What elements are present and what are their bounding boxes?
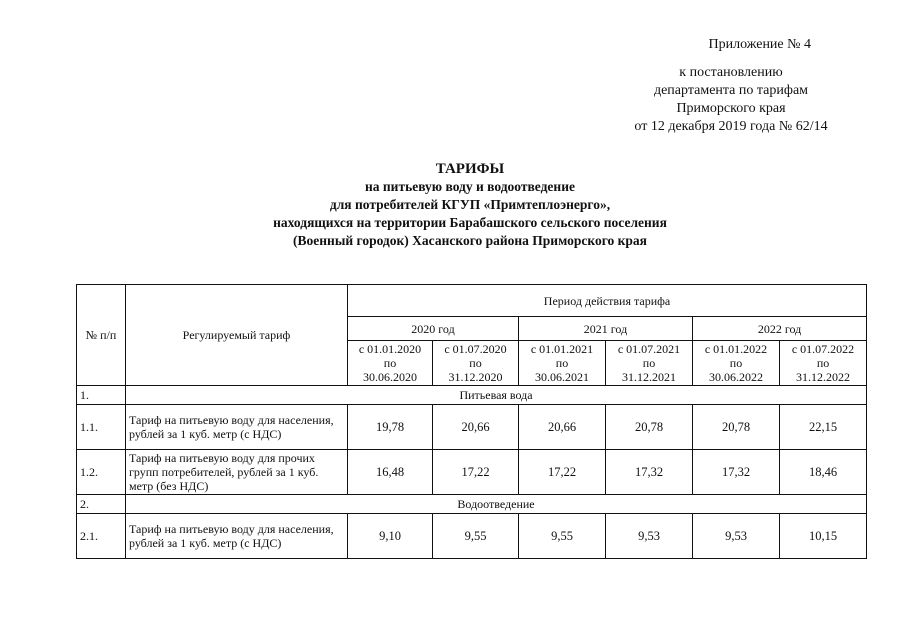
row-num: 2.1. <box>77 514 126 559</box>
section-row-wastewater <box>77 495 867 514</box>
row-label: Тариф на питьевую воду для населения, рублей за 1 куб. метр (с НДС) <box>126 514 348 559</box>
table-row <box>77 405 867 450</box>
tariff-value: 10,15 <box>780 514 867 559</box>
table-row <box>77 450 867 495</box>
tariff-value: 18,46 <box>780 450 867 495</box>
section-title: Питьевая вода <box>126 386 867 405</box>
tariff-value: 20,78 <box>693 405 780 450</box>
section-row-drinking-water <box>77 386 867 405</box>
header-period-cell: с 01.01.2021 по 30.06.2021 <box>519 341 606 386</box>
header-year: 2021 год <box>519 317 693 341</box>
tariff-value: 19,78 <box>348 405 433 450</box>
tariff-value: 9,55 <box>433 514 519 559</box>
appendix-number: Приложение № 4 <box>708 37 811 52</box>
tariff-value: 16,48 <box>348 450 433 495</box>
header-row-period <box>77 285 867 317</box>
table-row <box>77 514 867 559</box>
tariffs-table <box>76 284 867 559</box>
title-line: на питьевую воду и водоотведение <box>365 179 575 194</box>
row-label: Тариф на питьевую воду для населения, рублей за 1 куб. метр (с НДС) <box>126 405 348 450</box>
title-line: находящихся на территории Барабашского сельского поселения <box>273 215 667 230</box>
row-num: 1.1. <box>77 405 126 450</box>
header-year: 2022 год <box>693 317 867 341</box>
title-line: (Военный городок) Хасанского района Приморского края <box>293 233 647 248</box>
row-num: 1.2. <box>77 450 126 495</box>
appendix-line: Приморского края <box>676 101 786 116</box>
document-title <box>160 160 780 250</box>
tariff-value: 9,53 <box>606 514 693 559</box>
tariff-value: 17,22 <box>519 450 606 495</box>
row-label: Тариф на питьевую воду для прочих групп потребителей, рублей за 1 куб. метр (без НДС) <box>126 450 348 495</box>
header-period-cell: с 01.01.2020 по 30.06.2020 <box>348 341 433 386</box>
section-num: 1. <box>77 386 126 405</box>
header-period-cell: с 01.07.2021 по 31.12.2021 <box>606 341 693 386</box>
header-num: № п/п <box>77 285 126 386</box>
header-period: Период действия тарифа <box>348 285 867 317</box>
section-num: 2. <box>77 495 126 514</box>
appendix-block <box>601 36 861 136</box>
tariff-value: 20,78 <box>606 405 693 450</box>
appendix-line: к постановлению <box>679 65 783 80</box>
header-period-cell: с 01.07.2022 по 31.12.2022 <box>780 341 867 386</box>
tariff-value: 9,10 <box>348 514 433 559</box>
tariff-value: 17,32 <box>693 450 780 495</box>
tariff-value: 22,15 <box>780 405 867 450</box>
header-period-cell: с 01.07.2020 по 31.12.2020 <box>433 341 519 386</box>
appendix-line: департамента по тарифам <box>653 83 809 98</box>
tariff-value: 20,66 <box>519 405 606 450</box>
tariff-value: 9,55 <box>519 514 606 559</box>
header-tariff: Регулируемый тариф <box>126 285 348 386</box>
appendix-line: от 12 декабря 2019 года № 62/14 <box>634 119 828 134</box>
title-main: ТАРИФЫ <box>435 161 505 177</box>
header-period-cell: с 01.01.2022 по 30.06.2022 <box>693 341 780 386</box>
tariff-value: 20,66 <box>433 405 519 450</box>
section-title: Водоотведение <box>126 495 867 514</box>
title-line: для потребителей КГУП «Примтеплоэнерго», <box>329 197 611 212</box>
tariff-value: 17,22 <box>433 450 519 495</box>
tariff-value: 9,53 <box>693 514 780 559</box>
tariff-value: 17,32 <box>606 450 693 495</box>
header-year: 2020 год <box>348 317 519 341</box>
